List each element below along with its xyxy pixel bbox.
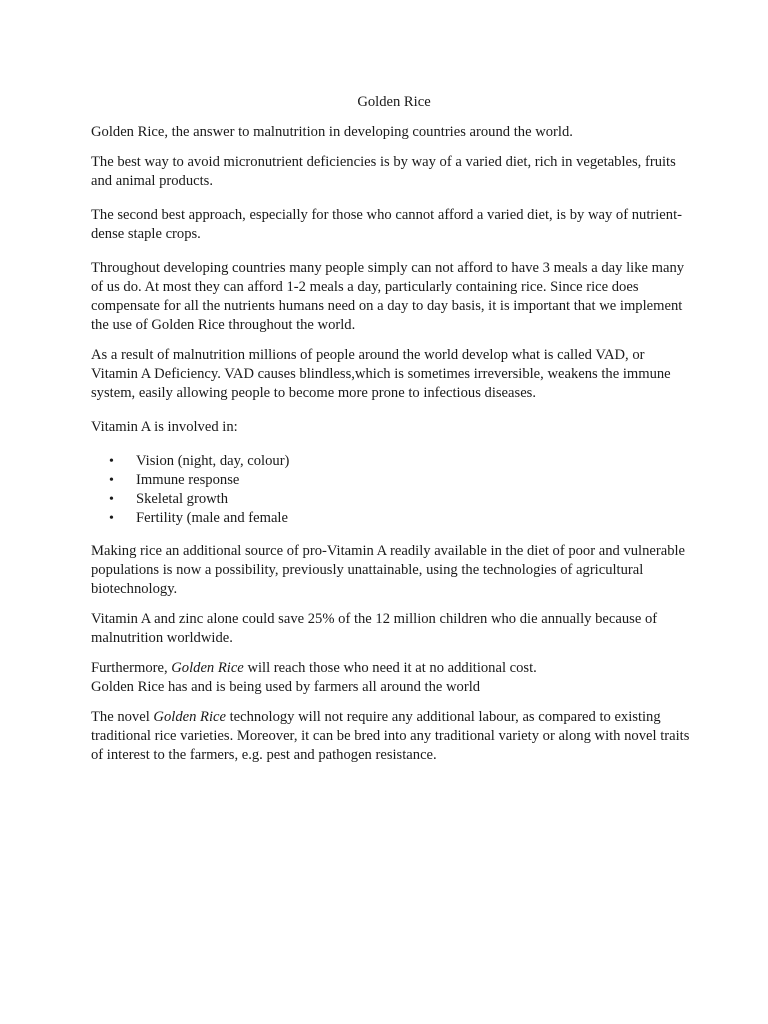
novel-prefix: The novel: [91, 709, 154, 725]
second-best-paragraph: The second best approach, especially for those who cannot afford a varied diet, is by way of nutrient-dense staple crops.: [91, 207, 682, 242]
novel-suffix: technology will not require any additional labour, as compared to existing traditional rice varieties. Moreover, it can be bred into any traditional variety or along with novel traits of interest to the farmers, e.g. pest and pathogen resistance.: [91, 709, 690, 763]
cost-suffix: will reach those who need it at no additional cost.: [243, 660, 537, 676]
list-item: • Fertility (male and female: [136, 509, 691, 528]
meals-paragraph: Throughout developing countries many people simply can not afford to have 3 meals a day like many of us do. At most they can afford 1-2 meals a day, particularly containing rice. Since rice does compensate for all the nutrients humans need on a day to day basis, it is important that we implement the use of Golden Rice throughout the world.: [91, 260, 685, 333]
pro-vitamin-paragraph: Making rice an additional source of pro-Vitamin A readily available in the diet of poor and vulnerable populations is now a possibility, previously unattainable, using the technologies of agricultural biotechnology.: [91, 543, 686, 597]
document-title: Golden Rice: [357, 94, 431, 110]
novel-emphasis: Golden Rice: [153, 709, 226, 725]
vad-paragraph: As a result of malnutrition millions of people around the world develop what is called VAD, or Vitamin A Deficiency. VAD causes blindless,which is sometimes irreversible, weakens the immune system, easily allowing people to become more prone to infectious diseases.: [91, 347, 671, 401]
vitamin-a-list: [91, 452, 691, 528]
farmers-line: Golden Rice has and is being used by farmers all around the world: [91, 679, 481, 695]
zinc-paragraph: Vitamin A and zinc alone could save 25% of the 12 million children who die annually because of malnutrition worldwide.: [91, 611, 658, 646]
cost-emphasis: Golden Rice: [171, 660, 244, 676]
novel-paragraph: [91, 708, 691, 765]
varied-diet-paragraph: The best way to avoid micronutrient deficiencies is by way of a varied diet, rich in vegetables, fruits and animal products.: [91, 154, 676, 189]
cost-prefix: Furthermore,: [91, 660, 172, 676]
list-item: • Immune response: [136, 471, 691, 490]
list-item: • Skeletal growth: [136, 490, 691, 509]
cost-line: [91, 659, 691, 678]
cost-paragraph: [91, 659, 691, 697]
list-item: • Vision (night, day, colour): [136, 452, 691, 471]
intro-paragraph: Golden Rice, the answer to malnutrition in developing countries around the world.: [91, 124, 573, 140]
document-body: [91, 93, 691, 776]
vitamin-a-heading: Vitamin A is involved in:: [91, 419, 238, 435]
